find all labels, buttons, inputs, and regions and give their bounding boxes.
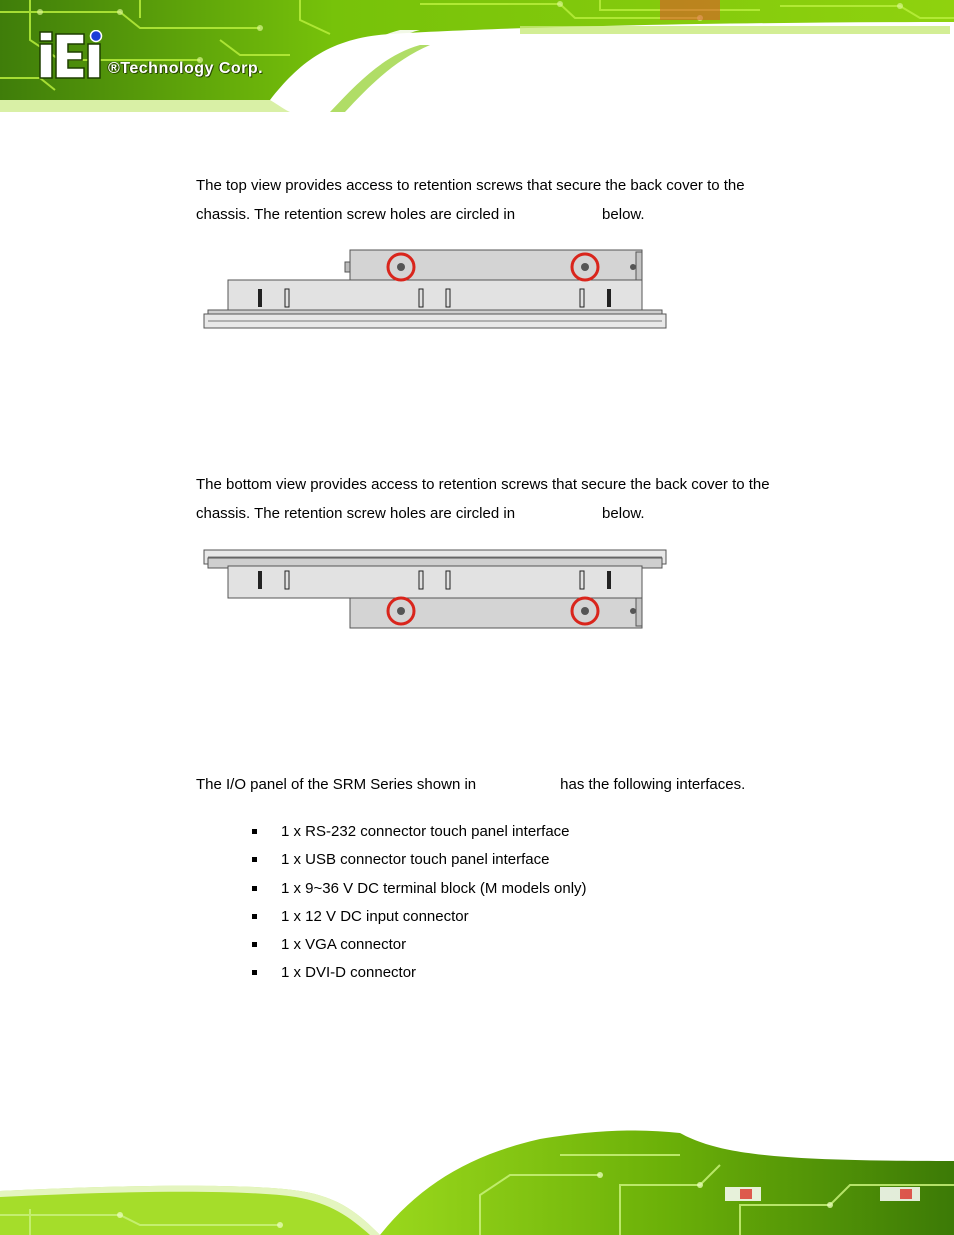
bullet-icon [252, 829, 257, 834]
bullet-icon [252, 886, 257, 891]
top-view-drawing [200, 246, 670, 332]
top-view-paragraph [196, 172, 814, 229]
bottom-view-drawing [200, 546, 670, 632]
bullet-icon [252, 942, 257, 947]
circuit-board-footer-graphic [0, 1125, 954, 1235]
bullet-icon [252, 857, 257, 862]
list-item: 1 x DVI-D connector [252, 959, 587, 987]
bottom-view-paragraph [196, 471, 814, 528]
paragraph-line: chassis. The retention screw holes are circled in below. [196, 504, 645, 522]
page-footer-banner [0, 1125, 954, 1235]
page-header-banner [0, 0, 954, 112]
list-item: 1 x 9~36 V DC terminal block (M models only) [252, 875, 587, 903]
list-item: 1 x RS-232 connector touch panel interface [252, 818, 587, 846]
company-logo [38, 30, 298, 90]
list-item: 1 x USB connector touch panel interface [252, 846, 587, 874]
paragraph-line: chassis. The retention screw holes are circled in below. [196, 205, 645, 223]
io-panel-intro: The I/O panel of the SRM Series shown in has the following interfaces. [196, 776, 746, 793]
bullet-icon [252, 970, 257, 975]
list-item: 1 x 12 V DC input connector [252, 903, 587, 931]
paragraph-line: The bottom view provides access to retention screws that secure the back cover to the [196, 476, 770, 493]
bullet-icon [252, 914, 257, 919]
io-interface-list [252, 818, 587, 988]
company-name-text: ®Technology Corp. [108, 60, 264, 77]
paragraph-line: The top view provides access to retention screws that secure the back cover to the [196, 177, 745, 194]
iei-logo-mark [38, 30, 108, 82]
list-item: 1 x VGA connector [252, 931, 587, 959]
